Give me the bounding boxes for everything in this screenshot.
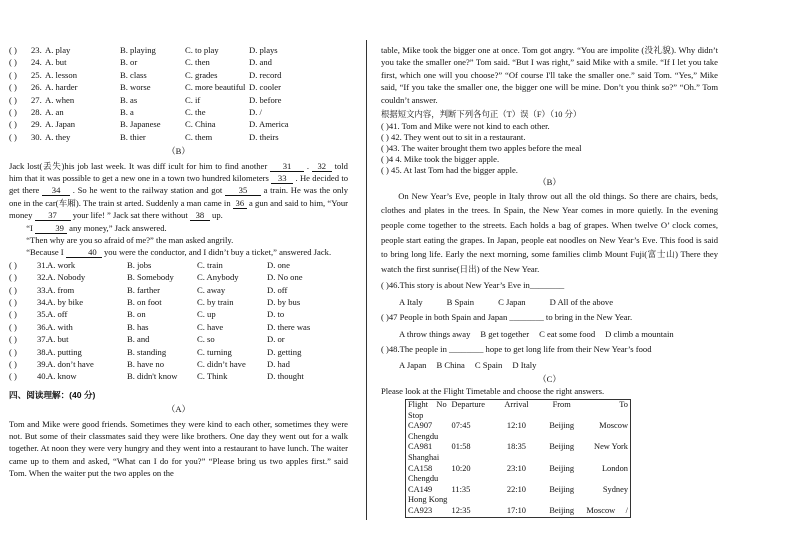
cloze-passage: [9, 160, 348, 222]
departure: 10:20: [451, 463, 471, 473]
answer-blank[interactable]: ( ): [9, 57, 17, 68]
choice-row-40: [9, 370, 348, 382]
answer-blank[interactable]: ( ): [9, 131, 17, 142]
table-row-stop: [406, 474, 631, 485]
choice-row-38: [9, 346, 348, 358]
mc-question-47: [381, 311, 718, 340]
tf-instruction: 根据短文内容，判断下列各句正（T）误（F）（10 分）: [381, 110, 582, 120]
header-cell: Flight No: [408, 400, 447, 409]
option-d: D. theirs: [249, 131, 279, 142]
question-text: ( )48.The people in ________ hope to get long life from their New Year’s food: [381, 344, 652, 355]
option-c: C. the: [185, 106, 206, 117]
option-d: D. off: [267, 284, 288, 295]
to-and-stop: [584, 506, 630, 517]
timetable-instruction: Please look at the Flight Timetable and choose the right answers.: [381, 386, 605, 397]
answer-blank[interactable]: ( ): [9, 284, 17, 295]
option-a: A. they: [45, 131, 71, 142]
answer-blank[interactable]: ( ): [9, 371, 17, 382]
reading-passage-a: Tom and Mike were good friends. Sometimes they were kind to each other, sometimes they were not. But some of their classmates said they were like brothers. One day they went out for a walk together. At noon they were very hungry and they went into a restaurant to have lunch. The waiter came up to them and asked, “What can I do for you?” “Please bring us two apples first.” said Tom. When the waiter put the two apples on the: [9, 418, 348, 479]
flight-timetable: [405, 399, 631, 518]
option-a: A. by bike: [47, 296, 84, 307]
option-a: A. off: [47, 309, 68, 320]
option-b: B. has: [127, 321, 149, 332]
passage-text: “I: [26, 222, 36, 233]
options: [381, 292, 718, 308]
q-num: 29.: [31, 119, 42, 130]
option-a: A. Japan: [45, 119, 76, 130]
table-row: [406, 506, 631, 517]
q-num: 37.: [37, 334, 48, 345]
table-row: [406, 485, 631, 496]
cloze-blank-34[interactable]: 34: [42, 185, 70, 196]
q-num: 24.: [31, 57, 42, 68]
option-d: D. cooler: [249, 82, 281, 93]
to: Sydney: [602, 484, 628, 494]
choice-row-28: [9, 106, 348, 118]
column-divider: [366, 40, 367, 520]
option-d: D. and: [249, 57, 272, 68]
option-d: D. to: [267, 309, 285, 320]
option-a: A. play: [45, 45, 71, 55]
departure: 07:45: [451, 421, 471, 431]
passage-text: told him that it was possible to get a new one in a town two hundred kilometers: [9, 160, 348, 183]
timetable-header: [406, 400, 631, 411]
cloze-blank-37[interactable]: 37: [35, 210, 71, 221]
option[interactable]: A Italy: [399, 296, 423, 307]
option-d: D. America: [249, 119, 289, 130]
option-d: D. No one: [267, 272, 303, 283]
tf-item-45[interactable]: ( ) 45. At last Tom had the bigger apple.: [381, 165, 518, 176]
option-b: B. thier: [120, 131, 146, 142]
answer-blank[interactable]: ( ): [9, 119, 17, 130]
cloze-blank-38[interactable]: 38: [190, 210, 210, 221]
option-c: C. have: [197, 321, 224, 332]
to: London: [601, 463, 628, 473]
tf-item-43[interactable]: ( )43. The waiter brought them two apples before the meal: [381, 143, 582, 154]
passage-text: . So he went to the railway station and got: [70, 185, 225, 196]
question-text: ( )47 People in both Spain and Japan ________ to bring in the New Year.: [381, 312, 633, 323]
choices-23-30: [9, 44, 348, 143]
option-b: B. class: [120, 69, 147, 80]
table-row: [406, 421, 631, 432]
choice-row-32: [9, 271, 348, 283]
q-num: 34.: [37, 296, 48, 307]
right-column: [381, 44, 718, 398]
answer-blank[interactable]: ( ): [9, 321, 17, 332]
answer-blank[interactable]: ( ): [9, 259, 17, 270]
answer-blank[interactable]: ( ): [9, 69, 17, 80]
answer-blank[interactable]: ( ): [9, 309, 17, 320]
option-b: B. or: [120, 57, 138, 68]
option-c: C. didn’t have: [197, 358, 246, 369]
option[interactable]: B get together: [480, 328, 530, 339]
option-a: A. harder: [45, 82, 78, 93]
option-c: C. up: [197, 309, 216, 320]
tf-item-41[interactable]: ( )41. Tom and Mike were not kind to each other.: [381, 121, 550, 132]
tf-item-44[interactable]: ( )4 4. Mike took the bigger apple.: [381, 154, 500, 165]
answer-blank[interactable]: ( ): [9, 82, 17, 93]
option-b: B. farther: [127, 284, 160, 295]
option-c: C. away: [197, 284, 226, 295]
section-b-label: （B）: [167, 146, 190, 157]
option-b: B. as: [120, 94, 138, 105]
option-c: C. China: [185, 119, 216, 130]
tf-item-42[interactable]: ( ) 42. They went out to sit in a restaurant.: [381, 132, 526, 143]
option-d: D. /: [249, 106, 262, 117]
q-num: 27.: [31, 94, 42, 105]
q-num: 32.: [37, 272, 48, 283]
departure: 01:58: [451, 442, 471, 452]
from: Beijing: [549, 442, 575, 452]
arrival: 17:10: [506, 505, 526, 515]
option[interactable]: B Spain: [446, 296, 475, 307]
from: Beijing: [549, 421, 575, 431]
choice-row-27: [9, 94, 348, 106]
option[interactable]: D Italy: [512, 360, 537, 371]
arrival: 22:10: [506, 484, 526, 494]
cloze-line-40: [9, 246, 348, 258]
table-row-stop: [406, 453, 631, 464]
option-a: A. with: [47, 321, 73, 332]
option-a: A. but: [47, 334, 69, 345]
option-c: C. train: [197, 259, 223, 270]
option-b: B. playing: [120, 45, 156, 55]
option-c: C. turning: [197, 346, 232, 357]
to: Moscow: [586, 505, 616, 515]
left-column: [9, 44, 348, 480]
cloze-blank-32[interactable]: 32: [312, 161, 332, 172]
option-a: A. lesson: [45, 69, 77, 80]
section-b2-label: （B）: [538, 177, 561, 188]
choice-row-37: [9, 333, 348, 345]
cloze-blank-35[interactable]: 35: [225, 185, 261, 196]
passage-text: your life! ” Jack sat there without: [70, 210, 190, 221]
q-num: 36.: [37, 321, 48, 332]
option-a: A. know: [47, 371, 77, 382]
option-a: A. don’t have: [47, 358, 94, 369]
option-d: D. getting: [267, 346, 302, 357]
choice-row-25: [9, 69, 348, 81]
q-num: 39.: [37, 358, 48, 369]
table-row: [406, 464, 631, 475]
options: [381, 324, 718, 340]
question-text: ( )46.This story is about New Year’s Eve in________: [381, 280, 565, 291]
choice-row-29: [9, 118, 348, 130]
answer-blank[interactable]: ( ): [9, 296, 17, 307]
option-d: D. plays: [249, 45, 278, 55]
option-d: D. by bus: [267, 296, 301, 307]
header-cell: Arrival: [504, 400, 529, 409]
option[interactable]: D All of the above: [549, 296, 614, 307]
cloze-blank-39[interactable]: 39: [35, 223, 67, 234]
choice-row-30: [9, 131, 348, 143]
choices-31-40: [9, 259, 348, 383]
answer-blank[interactable]: ( ): [9, 272, 17, 283]
option[interactable]: B China: [436, 360, 465, 371]
option-a: A. when: [45, 94, 75, 105]
option-a: A. work: [47, 259, 76, 270]
option-a: A. Nobody: [47, 272, 86, 283]
option-b: B. standing: [127, 346, 167, 357]
option-b: B. Japanese: [120, 119, 161, 130]
option-c: C. them: [185, 131, 213, 142]
stop: Chengdu: [408, 474, 439, 484]
header-cell: To: [619, 400, 628, 409]
passage-text: . He decided to get there: [9, 172, 348, 196]
option-c: C. more beautiful: [185, 82, 246, 93]
option-c: C. if: [185, 94, 201, 105]
option-d: D. or: [267, 334, 285, 345]
option-b: B. have no: [127, 358, 164, 369]
arrival: 12:10: [506, 421, 526, 431]
option-c: C. Anybody: [197, 272, 239, 283]
from: Beijing: [549, 463, 575, 473]
header-cell: Departure: [451, 400, 486, 409]
reading-passage-a-continued: table, Mike took the bigger one at once. Tom got angry. “You are impolite (没礼貌). Why didn’t you take the smaller one?” Tom said. “But I was right,” said Mike with a smile. “If I let you take first, which one will you choose?” “Of course I'll take the smaller one.” said Tom. “Yes,” Mike said, “If you take the smaller one, the bigger one will be mine. Don’t you think so?” “Oh.” Tom couldn’t answer.: [381, 45, 718, 105]
option-c: C. grades: [185, 69, 218, 80]
option-b: B. on: [127, 309, 146, 320]
choice-row-24: [9, 56, 348, 68]
option-b: B. didn't know: [127, 371, 178, 382]
option[interactable]: A throw things away: [399, 328, 471, 339]
option-b: B. and: [127, 334, 150, 345]
from: Beijing: [549, 505, 575, 515]
passage-text: .: [304, 160, 312, 171]
flight-no: CA149: [408, 484, 433, 494]
choice-row-39: [9, 358, 348, 370]
section-title-reading: 四、阅读理解：(40 分): [9, 389, 96, 400]
passage-text: you were the conductor, and I didn’t buy a ticket,” answered Jack.: [101, 247, 332, 258]
mc-question-46: [381, 279, 718, 308]
flight-no: CA981: [408, 442, 433, 452]
answer-blank[interactable]: ( ): [9, 346, 17, 357]
option-c: C. by train: [197, 296, 234, 307]
q-num: 33.: [37, 284, 48, 295]
table-row-stop: [406, 432, 631, 443]
option-b: B. on foot: [127, 296, 162, 307]
passage-text: a train. He was the only one in the car(车厢). The train st arted. Suddenly a man came in: [9, 185, 348, 208]
cloze-line-39: [9, 222, 348, 234]
mc-question-48: [381, 343, 718, 372]
cloze-blank-36[interactable]: 36: [233, 198, 247, 209]
choice-row-33: [9, 284, 348, 296]
q-num: 31.: [37, 259, 48, 270]
answer-blank[interactable]: ( ): [9, 106, 17, 117]
option[interactable]: C Japan: [498, 296, 526, 307]
choice-row-31: [9, 259, 348, 271]
flight-no: CA907: [408, 421, 433, 431]
q-num: 40.: [37, 371, 48, 382]
answer-blank[interactable]: ( ): [9, 45, 17, 55]
option[interactable]: C eat some food: [539, 328, 596, 339]
q-num: 35.: [37, 309, 48, 320]
option-c: C. Think: [197, 371, 228, 382]
passage-text: “Because I: [26, 247, 66, 258]
answer-blank[interactable]: ( ): [9, 334, 17, 345]
departure: 12:35: [451, 505, 471, 515]
option-c: C. to play: [185, 45, 219, 55]
flight-no: CA158: [408, 463, 433, 473]
stop: Shanghai: [408, 452, 440, 462]
section-c-label: （C）: [538, 373, 561, 384]
passage-text: any money,” Jack answered.: [67, 222, 167, 233]
option-c: C. then: [185, 57, 210, 68]
header-cell: From: [552, 400, 571, 409]
option-b: B. worse: [120, 82, 151, 93]
arrival: 18:35: [506, 442, 526, 452]
option[interactable]: A Japan: [399, 360, 427, 371]
option-b: B. jobs: [127, 259, 152, 270]
timetable-stop-label-row: [406, 411, 631, 422]
option[interactable]: C Spain: [474, 360, 503, 371]
table-row-stop: [406, 495, 631, 506]
option-d: D. one: [267, 259, 290, 270]
option[interactable]: D climb a mountain: [605, 328, 674, 339]
choice-row-23: [9, 44, 348, 56]
answer-blank[interactable]: ( ): [9, 358, 17, 369]
choice-row-34: [9, 296, 348, 308]
option-a: A. but: [45, 57, 67, 68]
choice-row-35: [9, 308, 348, 320]
cloze-blank-31[interactable]: 31: [270, 161, 304, 172]
option-d: D. thought: [267, 371, 304, 382]
arrival: 23:10: [506, 463, 526, 473]
cloze-line-dialogue: “Then why are you so afraid of me?” the man asked angrily.: [26, 234, 234, 245]
stop: Chengdu: [408, 431, 439, 441]
option-c: C. so: [197, 334, 215, 345]
q-num: 28.: [31, 106, 42, 117]
q-num: 38.: [37, 346, 48, 357]
reading-passage-b: On New Year’s Eve, people in Italy throw out all the old things. So there are chairs, beds, clothes and plates in the trees. In Spain, the New Year comes in more quietly. In the evening people come together to the streets. Each holds a bag of grapes. When twelve O’ clock comes, people start eating the grapes. In Japan, people eat noodles on New Year’s Eve. This food is said to bring long life. Early the next morning, some families climb Mount Fuji(富士山) There they watch the first sunrise(日出) of the New Year.: [381, 190, 718, 274]
cloze-blank-33[interactable]: 33: [271, 173, 293, 184]
option-d: D. had: [267, 358, 290, 369]
option-d: D. record: [249, 69, 282, 80]
q-num: 26.: [31, 82, 42, 93]
option-b: B. Somebody: [127, 272, 174, 283]
q-num: 25.: [31, 69, 42, 80]
stop: Hong Kong: [408, 495, 448, 505]
option-a: A. putting: [47, 346, 82, 357]
option-b: B. a: [120, 106, 134, 117]
option-d: D. there was: [267, 321, 311, 332]
choice-row-26: [9, 81, 348, 93]
stop: /: [625, 505, 628, 515]
option-d: D. before: [249, 94, 282, 105]
choice-row-36: [9, 321, 348, 333]
cloze-blank-40[interactable]: 40: [66, 247, 102, 258]
stop-label: Stop: [408, 410, 424, 420]
table-row: [406, 442, 631, 453]
option-a: A. from: [47, 284, 75, 295]
option-a: A. an: [45, 106, 64, 117]
section-a-label: （A）: [166, 404, 191, 415]
passage-text: up.: [209, 210, 223, 221]
to: Moscow: [599, 421, 628, 431]
passage-text: a gun and said to him, “Your money: [9, 197, 349, 221]
to: New York: [594, 442, 628, 452]
answer-blank[interactable]: ( ): [9, 94, 17, 105]
from: Beijing: [549, 484, 575, 494]
q-num: 23.: [31, 45, 42, 55]
options: [381, 355, 718, 371]
flight-no: CA923: [408, 505, 433, 515]
passage-text: Jack lost(丢失)his job last week. It was diff icult for him to find another: [9, 160, 271, 171]
q-num: 30.: [31, 131, 42, 142]
departure: 11:35: [451, 484, 471, 494]
